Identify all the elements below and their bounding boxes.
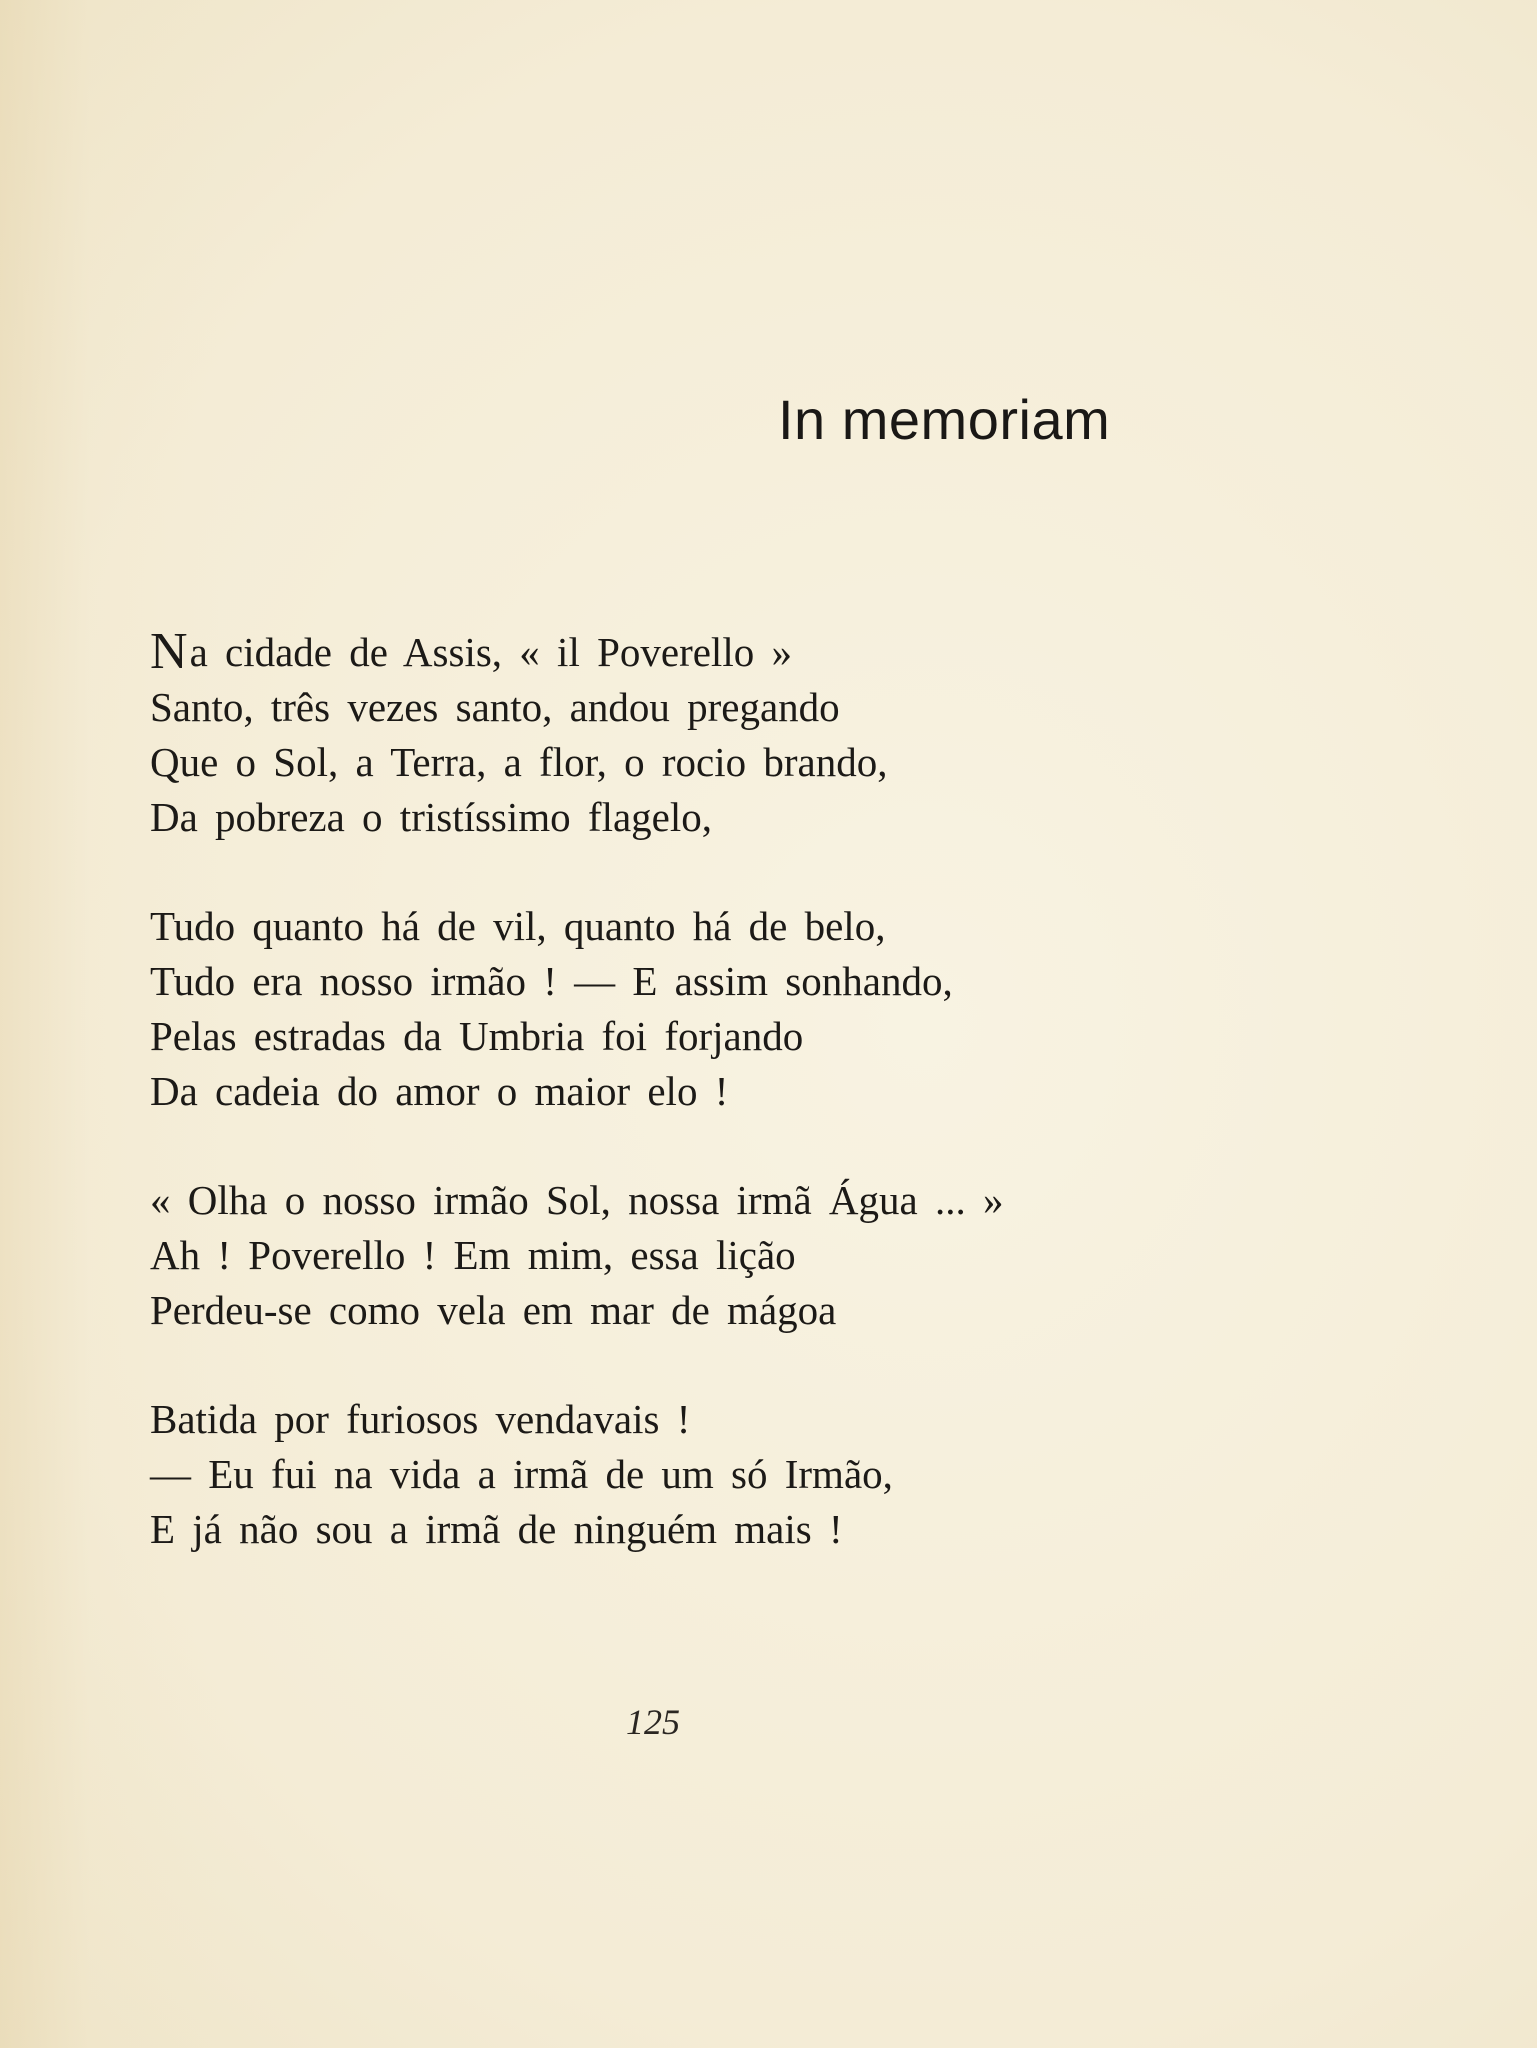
poem-line: — Eu fui na vida a irmã de um só Irmão, [150,1451,893,1497]
poem-line: Ah ! Poverello ! Em mim, essa lição [150,1232,796,1278]
poem-line: Tudo quanto há de vil, quanto há de belo, [150,903,886,949]
page-number: 125 [626,1702,680,1742]
poem-line: Da cadeia do amor o maior elo ! [150,1068,729,1114]
stanza-3 [150,1173,1150,1338]
poem-line: Santo, três vezes santo, andou pregando [150,684,840,730]
poem-line: Que o Sol, a Terra, a flor, o rocio brando, [150,739,888,785]
poem-line: Batida por furiosos vendavais ! [150,1396,691,1442]
poem-body [150,625,1150,1611]
poem-line: Tudo era nosso irmão ! — E assim sonhando, [150,958,953,1004]
initial-letter: N [150,623,188,680]
poem-line: « Olha o nosso irmão Sol, nossa irmã Água ... » [150,1177,1004,1223]
poem-line: Da pobreza o tristíssimo flagelo, [150,794,713,840]
poem-line: E já não sou a irmã de ninguém mais ! [150,1506,843,1552]
stanza-4 [150,1392,1150,1557]
poem-title: In memoriam [778,388,1111,451]
first-line-text: a cidade de Assis, « il Poverello » [189,629,792,675]
stanza-2 [150,899,1150,1119]
poem-line [150,625,1150,680]
poem-line: Pelas estradas da Umbria foi forjando [150,1013,804,1059]
poem-line: Perdeu-se como vela em mar de mágoa [150,1287,837,1333]
stanza-1 [150,625,1150,845]
